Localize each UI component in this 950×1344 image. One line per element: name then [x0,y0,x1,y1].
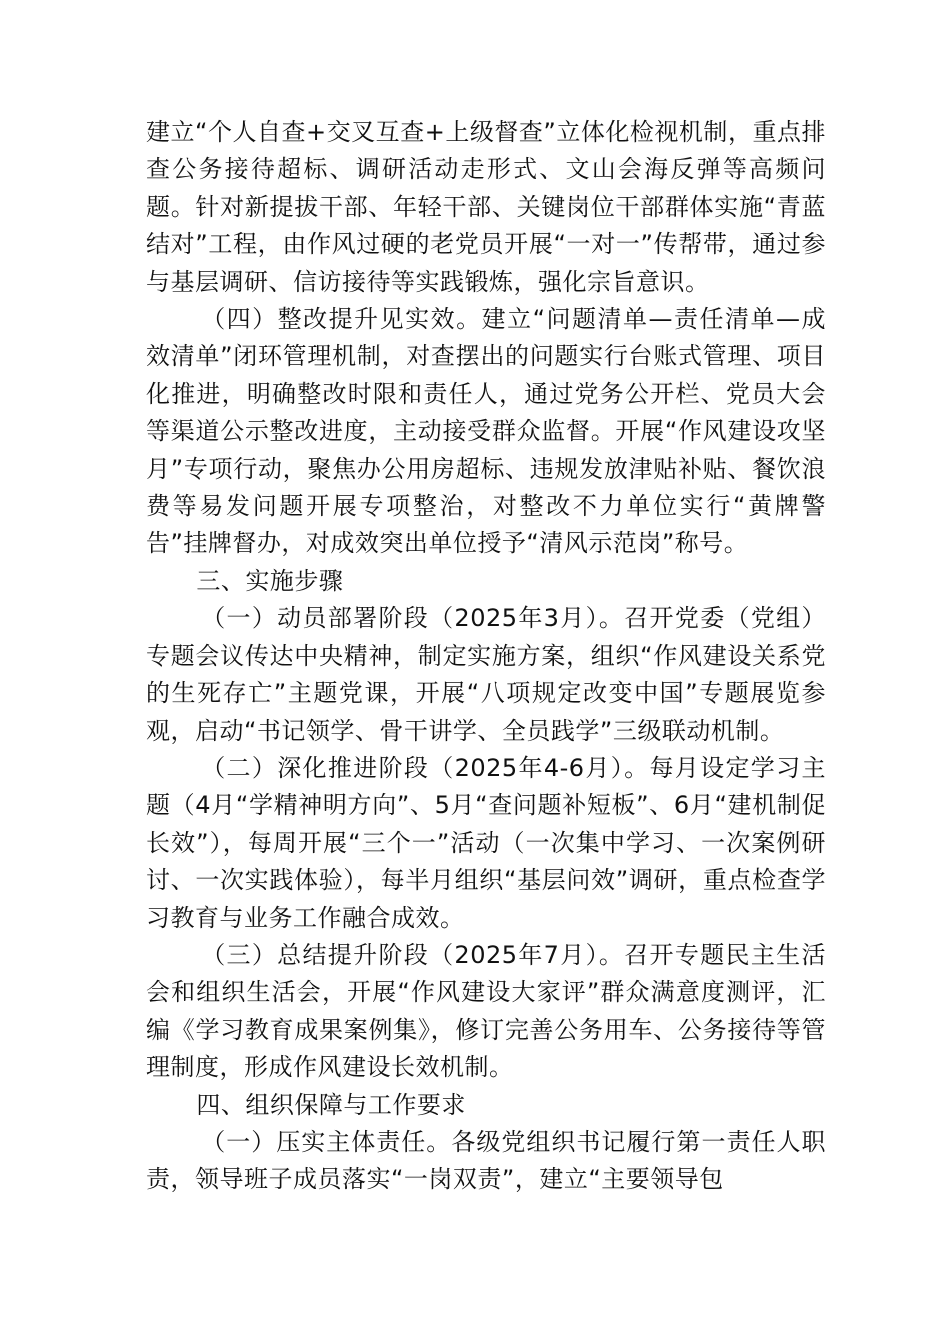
paragraph-mobilization-stage: （一）动员部署阶段（2025年3月）。召开党委（党组）专题会议传达中央精神，制定实施方案，组织“作风建设关系党的生死存亡”主题党课，开展“八项规定改变中国”专题展览参观，启动“书记领学、骨干讲学、全员践学”三级联动机制。 [146,604,826,745]
paragraph-inspection-mechanism: 建立“个人自查+交叉互查+上级督查”立体化检视机制，重点排查公务接待超标、调研活动走形式、文山会海反弹等高频问题。针对新提拔干部、年轻干部、关键岗位干部群体实施“青蓝结对”工程，由作风过硬的老党员开展“一对一”传帮带，通过参与基层调研、信访接待等实践锻炼，强化宗旨意识。 [146,118,826,296]
section-heading-implementation-steps: 三、实施步骤 [196,566,344,595]
document-body [146,114,826,1199]
paragraph-rectification: （四）整改提升见实效。建立“问题清单—责任清单—成效清单”闭环管理机制，对查摆出的问题实行台账式管理、项目化推进，明确整改时限和责任人，通过党务公开栏、党员大会等渠道公示整改进度，主动接受群众监督。开展“作风建设攻坚月”专项行动，聚焦办公用房超标、违规发放津贴补贴、餐饮浪费等易发问题开展专项整治，对整改不力单位实行“黄牌警告”挂牌督办，对成效突出单位授予“清风示范岗”称号。 [146,305,826,558]
paragraph-main-responsibility: （一）压实主体责任。各级党组织书记履行第一责任人职责，领导班子成员落实“一岗双责”，建立“主要领导包 [146,1127,826,1194]
section-heading-organizational-guarantee: 四、组织保障与工作要求 [196,1090,466,1119]
paragraph-deepening-stage: （二）深化推进阶段（2025年4-6月）。每月设定学习主题（4月“学精神明方向”、5月“查问题补短板”、6月“建机制促长效”），每周开展“三个一”活动（一次集中学习、一次案例研讨、一次实践体验），每半月组织“基层问效”调研，重点检查学习教育与业务工作融合成效。 [146,753,826,932]
paragraph-summary-stage: （三）总结提升阶段（2025年7月）。召开专题民主生活会和组织生活会，开展“作风建设大家评”群众满意度测评，汇编《学习教育成果案例集》，修订完善公务用车、公务接待等管理制度，形成作风建设长效机制。 [146,940,826,1082]
